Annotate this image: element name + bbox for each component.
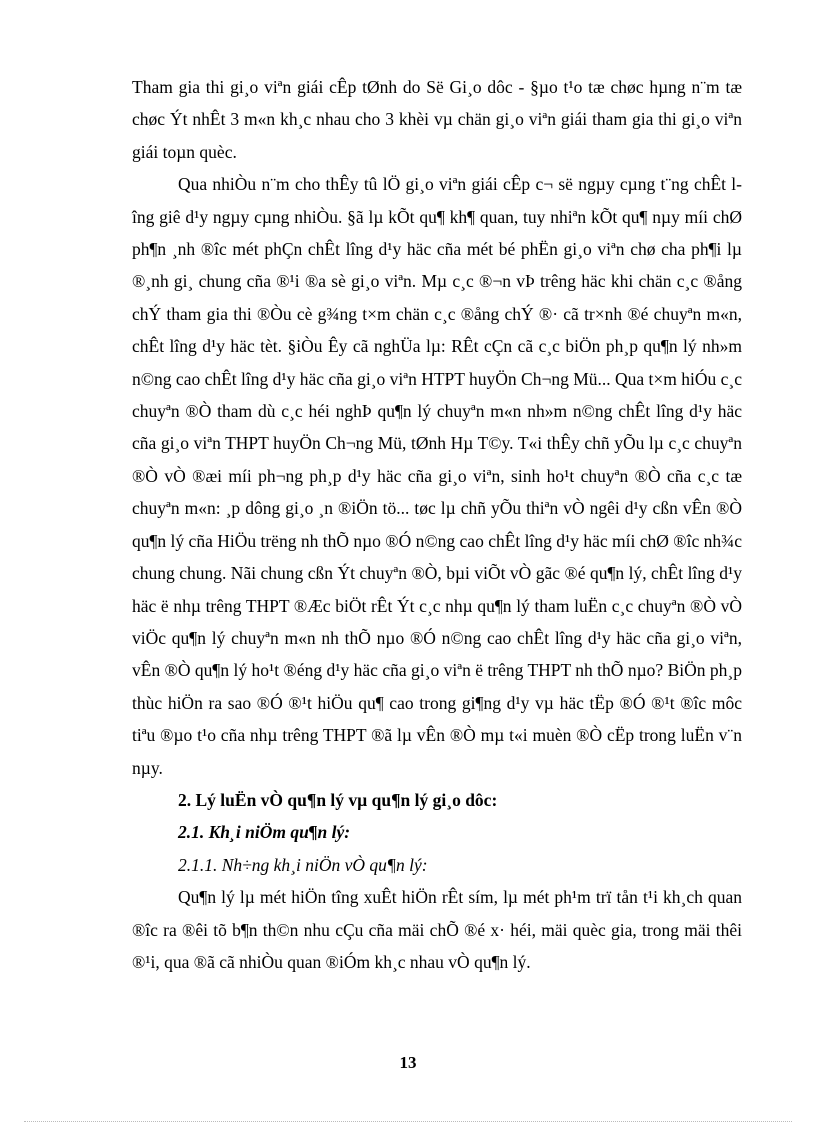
subsection-heading: 2.1. Kh¸i niÖm qu¶n lý: [178, 822, 351, 843]
paragraph-intro-continuation: Tham gia thi gi¸o viªn giái cÊp tØnh do Së Gi¸o dôc - §µo t¹o tæ chøc hµng n¨m tæ chøc Ýt nhÊt 3 m«n kh¸c nhau cho 3 khèi vµ chän gi¸o viªn giái tham gia thi gi¸o viªn giái toµn quèc. [132, 77, 742, 162]
subsubsection-heading: 2.1.1. Nh÷ng kh¸i niÖn vÒ qu¶n lý: [178, 854, 428, 875]
section-heading: 2. Lý luËn vÒ qu¶n lý vµ qu¶n lý gi¸o dôc: [178, 789, 498, 810]
paragraph-management-definition: Qu¶n lý lµ mét hiÖn tîng xuÊt hiÖn rÊt sím, lµ mét ph¹m trï tån t¹i kh¸ch quan ®îc ra ®êi tõ b¶n th©n nhu cÇu cña mäi chÕ ®é x· héi, mäi quèc gia, trong mäi thêi ®¹i, qua ®ã cã nhiÒu quan ®iÓm kh¸c nhau vÒ qu¶n lý. [132, 887, 742, 972]
page-number: 13 [399, 1053, 417, 1072]
paragraph-teacher-quality: Qua nhiÒu n¨m cho thÊy tû lÖ gi¸o viªn giái cÊp c¬ së ngµy cµng t¨ng chÊt lîng giê d¹y ngµy cµng nhiÒu. §ã lµ kÕt qu¶ kh¶ quan, tuy nhiªn kÕt qu¶ nµy míi chØ ph¶n ¸nh ®îc mét phÇn chÊt lîng d¹y häc cña mét bé phËn gi¸o viªn chø cha ph¶i lµ ®¸nh gi¸ chung cña ®¹i ®a sè gi¸o viªn. Mµ c¸c ®¬n vÞ trêng häc khi chän c¸c ®ång chÝ tham gia thi ®Òu cè g¾ng t×m chän c¸c ®ång chÝ ®· cã tr×nh ®é chuyªn m«n, chÊt lîng d¹y häc tèt. §iÒu Êy cã nghÜa lµ: RÊt cÇn cã c¸c biÖn ph¸p qu¶n lý nh»m n©ng cao chÊt lîng d¹y häc cña gi¸o viªn HTPT huyÖn Ch¬ng Mü... Qua t×m hiÓu c¸c chuyªn ®Ò tham dù c¸c héi nghÞ qu¶n lý chuyªn m«n nh»m n©ng chÊt lîng d¹y häc cña gi¸o viªn THPT huyÖn Ch¬ng Mü, tØnh Hµ T©y. T«i thÊy chñ yÕu lµ c¸c chuyªn ®Ò vÒ ®æi míi ph¬ng ph¸p d¹y häc cña gi¸o viªn, sinh ho¹t chuyªn ®Ò cña c¸c tæ chuyªn m«n: ¸p dông gi¸o ¸n ®iÖn tö... tøc lµ chñ yÕu thiªn vÒ ngêi d¹y cßn vÊn ®Ò qu¶n lý cña HiÖu trëng nh thÕ nµo ®Ó n©ng cao chÊt lîng d¹y häc míi chØ ®îc nh¾c chung chung. Nãi chung cßn Ýt chuyªn ®Ò, bµi viÕt vÒ gãc ®é qu¶n lý, chÊt lîng d¹y häc ë nhµ trêng THPT ®Æc biÖt rÊt Ýt c¸c nhµ qu¶n lý tham luËn c¸c chuyªn ®Ò vÒ viÖc qu¶n lý chuyªn m«n nh thÕ nµo ®Ó n©ng cao chÊt lîng d¹y häc cña gi¸o viªn, vÊn ®Ò qu¶n lý ho¹t ®éng d¹y häc cña gi¸o viªn ë trêng THPT nh thÕ nµo? BiÖn ph¸p thùc hiÖn ra sao ®Ó ®¹t hiÖu qu¶ cao trong gi¶ng d¹y vµ häc tËp ®Ó ®¹t ®îc môc tiªu ®µo t¹o cña nhµ trêng THPT ®ã lµ vÊn ®Ò mµ t«i muèn ®Ò cËp trong luËn v¨n nµy. [132, 174, 742, 778]
footer-divider [24, 1121, 792, 1122]
body-text [132, 71, 742, 978]
